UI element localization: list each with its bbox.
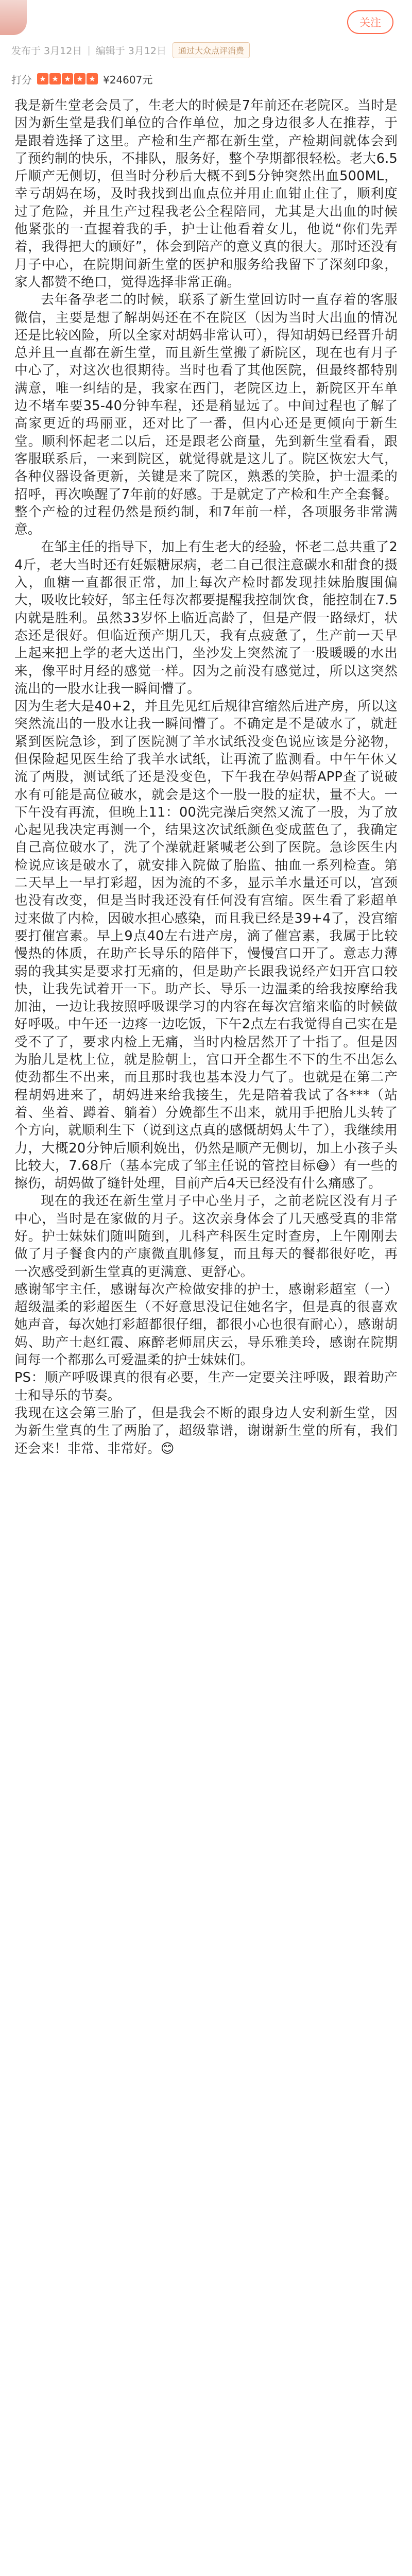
review-paragraph-6: 感谢邹宇主任，感谢每次产检做安排的护士，感谢彩超室（一）超级温柔的彩超医生（不好意思没记住她名字，但是真的很喜欢她声音，每次她打彩超都很仔细，都很小心也很有耐心），感谢胡妈、助产士赵红霞、麻醉老师屈庆云，导乐雅美玲，感谢在院期间每一个都那么可爱温柔的护士妹妹们。 — [14, 1281, 398, 1368]
review-paragraph-2: 去年备孕老二的时候，联系了新生堂回访时一直存着的客服微信，主要是想了解胡妈还在不在院区（因为当时大出血的情况还是比较凶险，所以全家对胡妈非常认可），得知胡妈已经晋升胡总并且一直都在新生堂，而且新生堂搬了新院区，现在也有月子中心了，对这次也很期待。当时也看了其他医院，但最终都特别满意，唯一纠结的是，我家在西门，老院区边上，新院区开车单边不堵车要35-40分钟车程，还是稍显远了。中间过程也了解了高家更近的玛丽亚，还对比了一番，但内心还是更倾向于新生堂。顺利怀起老二以后，还是跟老公商量，先到新生堂看看，跟客服联系后，一来到院区，就觉得就是这儿了。院区恢宏大气，各种仪器设备更新，关键是来了院区，熟悉的笑脸，护士温柔的招呼，再次唤醒了7年前的好感。于是就定了产检和生产全套餐。整个产检的过程仍然是预约制，和7年前一样，各项服务非常满意。 — [14, 292, 398, 538]
rating-row — [11, 70, 152, 88]
edit-date: 编辑于 3月12日 — [95, 45, 167, 57]
separator: | — [87, 44, 91, 56]
review-paragraph-8: 我现在这会第三胎了，但是我会不断的跟身边人安利新生堂，因为新生堂真的生了两胎了，超级靠谱，谢谢新生堂的所有，我们还会来！非常、非常好。😊 — [14, 1405, 398, 1456]
review-paragraph-7: PS：顺产呼吸课真的很有必要，生产一定要关注呼吸，跟着助产士和导乐的节奏。 — [14, 1370, 398, 1403]
verify-badge: 通过大众点评消费 — [173, 42, 250, 58]
rating-label: 打分 — [11, 73, 32, 86]
star-icon: ★ — [87, 73, 98, 84]
follow-button[interactable]: 关注 — [347, 10, 393, 34]
review-header — [0, 0, 412, 86]
meta-row — [11, 41, 250, 59]
star-icon: ★ — [74, 73, 85, 84]
review-paragraph-5: 现在的我还在新生堂月子中心坐月子，之前老院区没有月子中心，当时是在家做的月子。这次亲身体会了几天感受真的非常好。护士妹妹们随叫随到，儿科产科医生定时查房，上午刚刚去做了月子餐食内的产康微直肌修复，而且每天的餐都很好吃，再一次感受到新生堂真的更满意、更舒心。 — [14, 1193, 398, 1280]
avatar[interactable] — [0, 0, 27, 35]
review-paragraph-4: 因为生老大是40+2，并且先见红后规律宫缩然后进产房，所以这突然流出的一股水让我一瞬间懵了。不确定是不是破水了，就赶紧到医院急诊，到了医院测了羊水试纸没变色说应该是分泌物，但保险起见医生给了我羊水试纸，让再流了监测看。中午午休又流了两股，测试纸了还是没变色，下午我在孕妈帮APP查了说破水有可能是高位破水，就会是这个一股一股的症状，量不大。一下午没有再流，但晚上11：00洗完澡后突然又流了一股，为了放心起见我决定再测一个，结果这次试纸颜色变成蓝色了，我确定自己高位破水了，洗了个澡就赶紧喊老公到了医院。急诊医生内检说应该是破水了，就安排入院做了胎监、抽血一系列检查。第二天早上一早打彩超，因为流的不多，显示羊水量还可以，宫颈也没有改变，但是当时我还没有任何没有宫缩。医生看了彩超单过来做了内检，因破水担心感染，而且我已经是39+4了，没宫缩要打催宫素。早上9点40左右进产房，滴了催宫素，我属于比较慢热的体质，在助产长导乐的陪伴下，慢慢宫口开了。意志力薄弱的我其实是要求打无痛的，但是助产长跟我说经产妇开宫口较快，让我先试着开一下。助产长、导乐一边温柔的给我按摩给我加油，一边让我按照呼吸课学习的内容在每次宫缩来临的时候做好呼吸。中午还一边疼一边吃饭，下午2点左右我觉得自己实在是受不了了，要求内检上无痛，当时内检居然开了十指了。但是因为胎儿是枕上位，就是脸朝上，宫口开全都生不下的生不出怎么使劲都生不出来，而且那时我也基本没力气了。也就是在第二产程胡妈进来了，胡妈进来给我接生，先是陪着我试了各***（站着、坐着、蹲着、躺着）分娩都生不出来，就用手把胎儿头转了个方向，就顺利生下（说到这点真的感慨胡妈太牛了），我继续用力，大概20分钟后顺利娩出，仍然是顺产无侧切，加上小孩子头比较大，7.68斤（基本完成了邹主任说的管控目标😅）有一些的擦伤，胡妈做了缝针处理，目前产后4天已经没有什么痛感了。 — [14, 699, 398, 1192]
review-paragraph-1: 我是新生堂老会员了，生老大的时候是7年前还在老院区。当时是因为新生堂是我们单位的合作单位，加之身边很多人在推荐，于是跟着选择了这里。产检和生产都在新生堂，产检期间就体会到了预约制的快乐，不排队，服务好，整个孕期都很轻松。老大6.5斤顺产无侧切，但当时分秒后大概不到5分钟突然出血500ML，幸亏胡妈在场，及时我找到出血点位并用止血钳止住了，顺利度过了危险，并且生产过程我老公全程陪同，尤其是大出血的时候他紧张的一直握着我的手，护士让他看着女儿，他说“你们先弄着，我得把大的顾好”，体会到陪产的意义真的很大。那时还没有月子中心，在院期间新生堂的医护和服务给我留下了深刻印象，家人都赞不绝口，觉得选择非常正确。 — [14, 98, 398, 290]
review-body — [14, 97, 398, 1458]
review-paragraph-3: 在邹主任的指导下，加上有生老大的经验，怀老二总共重了24斤，老大当时还有妊娠糖尿病，老二自己很注意碳水和甜食的摄入，血糖一直都很正常，加上每次产检时都发现挂妹胎腹围偏大，吸收比较好，邹主任每次都要提醒我控制饮食，能控制在7.5内就是胜利。虽然33岁怀上临近高龄了，但是产假一路绿灯，状态还是很好。但临近预产期几天，我有点疲惫了，生产前一天早上起来把上学的老大送出门，坐沙发上突然流了一股暖暖的水出来，像平时月经的感觉一样。因为之前没有感觉过，所以这突然流出的一股水让我一瞬间懵了。 — [14, 539, 398, 697]
star-icon: ★ — [37, 73, 48, 84]
price-value: ¥24607元 — [103, 73, 153, 86]
publish-date: 发布于 3月12日 — [11, 45, 82, 57]
star-icon: ★ — [49, 73, 61, 84]
rating-stars — [37, 73, 98, 84]
star-icon: ★ — [62, 73, 73, 84]
